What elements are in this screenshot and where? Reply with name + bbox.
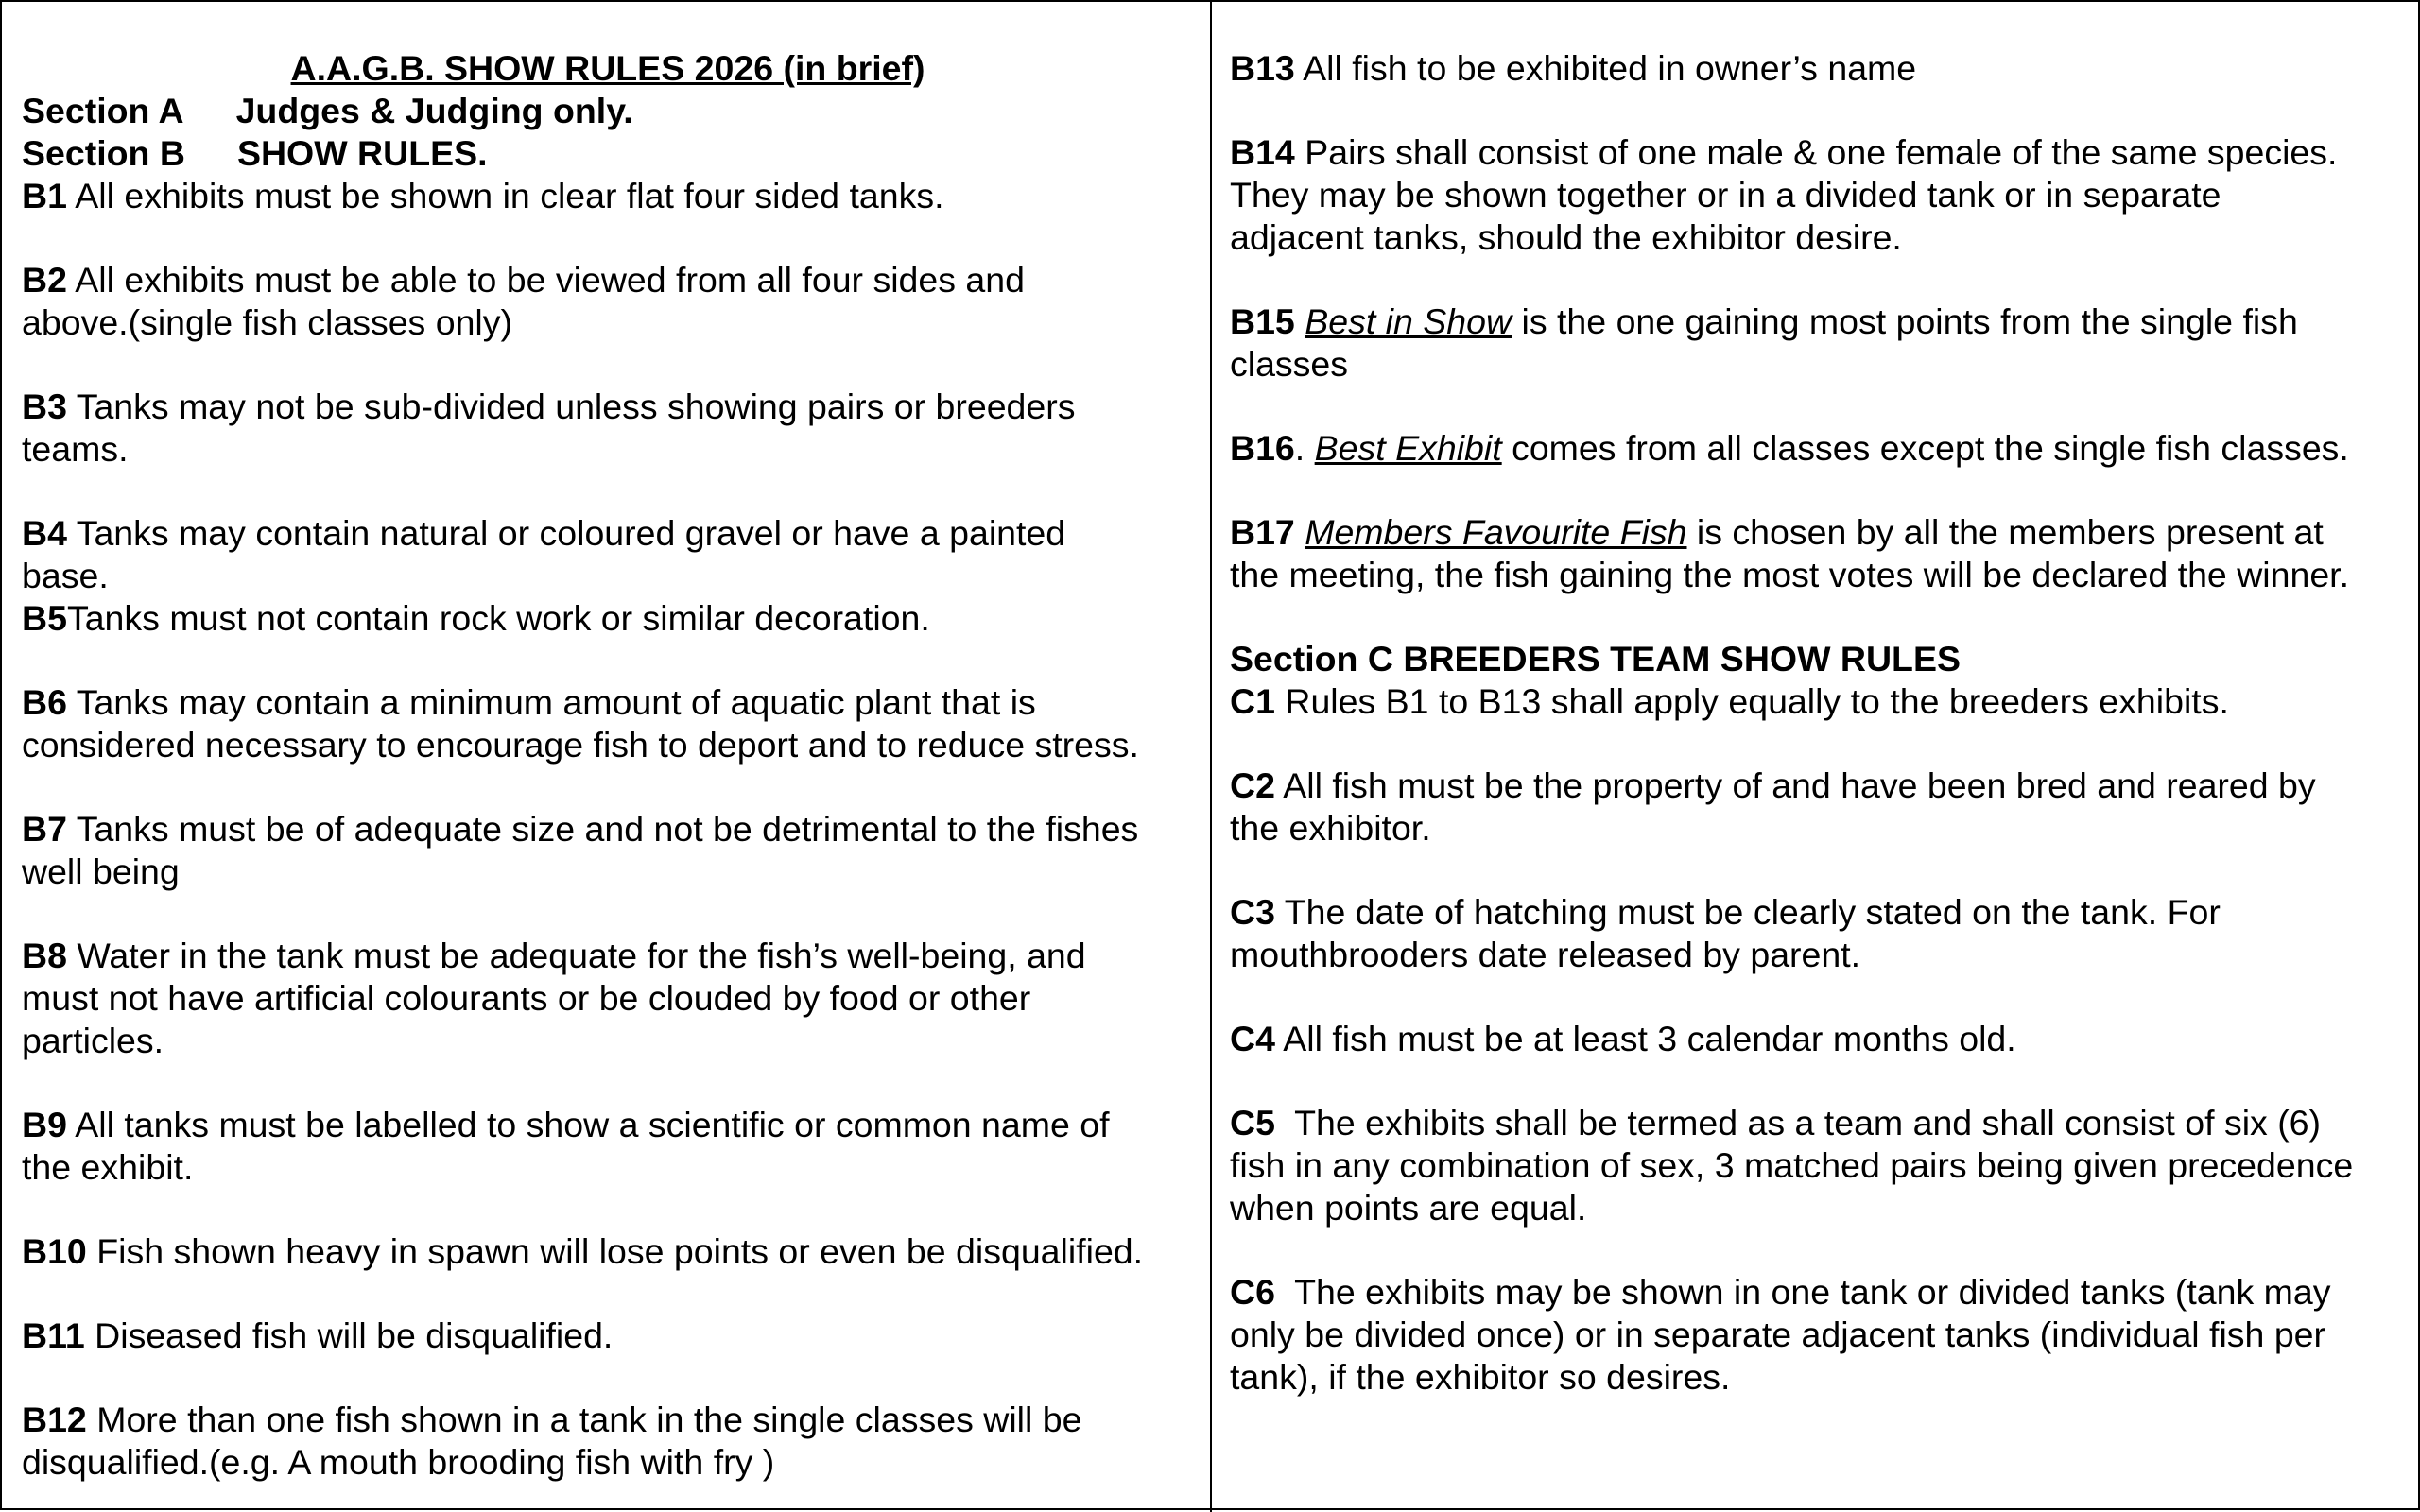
rule-id: C5: [1230, 1103, 1275, 1143]
rule-id: B17: [1230, 512, 1295, 552]
rule-b3-cont: teams.: [22, 429, 129, 469]
rule-c3-cont: mouthbrooders date released by parent.: [1230, 935, 1861, 974]
rule-id: B12: [22, 1400, 87, 1439]
rule-id: B4: [22, 513, 67, 553]
rule-c3: [1230, 891, 2221, 934]
document-title: A.A.G.B. SHOW RULES 2026 (in brief): [290, 48, 925, 88]
rule-c5-cont2: when points are equal.: [1230, 1188, 1587, 1228]
rule-text: Tanks must not contain rock work or similar decoration.: [66, 598, 930, 638]
rule-b1: [22, 175, 944, 217]
rule-c5-cont1: fish in any combination of sex, 3 matched pairs being given precedence: [1230, 1145, 2354, 1185]
rule-id: B1: [22, 176, 67, 215]
rule-dot: .: [1294, 428, 1305, 468]
rule-b14-cont2: adjacent tanks, should the exhibitor desire.: [1230, 217, 1902, 257]
rule-b3: [22, 386, 1076, 428]
rule-b9-cont: the exhibit.: [22, 1147, 194, 1187]
rule-id: B5: [22, 598, 67, 638]
section-b-text: SHOW RULES.: [236, 133, 488, 173]
rule-c6-cont2: tank), if the exhibitor so desires.: [1230, 1357, 1731, 1397]
rule-b10: [22, 1230, 1143, 1273]
rule-text: All tanks must be labelled to show a scientific or common name of: [75, 1105, 1110, 1144]
rule-b8-cont2: particles.: [22, 1021, 164, 1060]
rule-id: B8: [22, 936, 67, 975]
section-b-line: [22, 132, 488, 175]
rule-text: Tanks may contain natural or coloured gravel or have a painted: [76, 513, 1066, 553]
rule-text: is chosen by all the members present at: [1696, 512, 2324, 552]
rule-id: B9: [22, 1105, 67, 1144]
rule-b15-cont: classes: [1230, 344, 1349, 384]
rule-id: B2: [22, 260, 67, 300]
rule-id: C1: [1230, 681, 1275, 721]
rule-id: B15: [1230, 301, 1295, 341]
rule-id: C3: [1230, 892, 1275, 932]
rule-text: Tanks must be of adequate size and not be detrimental to the fishes: [76, 809, 1139, 849]
rule-c6: [1230, 1271, 2331, 1314]
rule-text: Pairs shall consist of one male & one female of the same species.: [1305, 132, 2338, 172]
rule-text: The exhibits shall be termed as a team and shall consist of six (6): [1285, 1103, 2322, 1143]
rule-b15: [1230, 301, 2298, 343]
rule-id: B10: [22, 1231, 87, 1271]
rule-c2-cont: the exhibitor.: [1230, 808, 1431, 848]
rule-b13: [1230, 47, 1916, 90]
rule-text: Tanks may not be sub-divided unless showing pairs or breeders: [76, 387, 1076, 426]
rule-text: All fish to be exhibited in owner’s name: [1303, 48, 1917, 88]
rule-text: is the one gaining most points from the single fish: [1521, 301, 2298, 341]
section-c-heading: Section C BREEDERS TEAM SHOW RULES: [1230, 639, 1961, 679]
rule-b14: [1230, 131, 2337, 174]
rule-b14-cont1: They may be shown together or in a divided tank or in separate: [1230, 175, 2221, 215]
section-a-text: Judges & Judging only.: [235, 91, 633, 130]
rule-text: comes from all classes except the single fish classes.: [1512, 428, 2349, 468]
column-divider: [1210, 2, 1212, 1512]
rule-b6-cont: considered necessary to encourage fish to deport and to reduce stress.: [22, 725, 1139, 765]
rule-text: More than one fish shown in a tank in the single classes will be: [96, 1400, 1082, 1439]
rule-b9: [22, 1104, 1110, 1146]
rule-c4: [1230, 1018, 2016, 1060]
rule-c2: [1230, 765, 2316, 807]
rule-text: The date of hatching must be clearly stated on the tank. For: [1284, 892, 2221, 932]
rule-b7-cont: well being: [22, 851, 180, 891]
rule-id: B6: [22, 682, 67, 722]
rule-id: B16: [1230, 428, 1295, 468]
award-name: Best in Show: [1305, 301, 1512, 341]
rule-b16: [1230, 427, 2349, 470]
rule-text: All exhibits must be shown in clear flat four sided tanks.: [75, 176, 944, 215]
rule-id: C4: [1230, 1019, 1275, 1058]
rule-id: B14: [1230, 132, 1295, 172]
rule-c6-cont1: only be divided once) or in separate adjacent tanks (individual fish per: [1230, 1314, 2326, 1354]
rule-b8: [22, 935, 1086, 977]
rule-id: B11: [22, 1315, 85, 1355]
rule-b6: [22, 681, 1036, 724]
rule-text: Diseased fish will be disqualified.: [95, 1315, 614, 1355]
rule-text: Tanks may contain a minimum amount of aquatic plant that is: [76, 682, 1036, 722]
rule-b7: [22, 808, 1138, 850]
rule-b12: [22, 1399, 1081, 1441]
rule-b5: [22, 597, 930, 640]
rule-text: Water in the tank must be adequate for the fish’s well-being, and: [77, 936, 1086, 975]
rule-c5: [1230, 1102, 2321, 1144]
rule-b8-cont1: must not have artificial colourants or be clouded by food or other: [22, 978, 1031, 1018]
rule-text: The exhibits may be shown in one tank or divided tanks (tank may: [1285, 1272, 2331, 1312]
award-name: Members Favourite Fish: [1305, 512, 1687, 552]
rule-text: All fish must be at least 3 calendar months old.: [1283, 1019, 2016, 1058]
rule-id: C6: [1230, 1272, 1275, 1312]
rule-b12-cont: disqualified.(e.g. A mouth brooding fish with fry ): [22, 1442, 775, 1482]
section-a-label: Section A: [22, 91, 184, 130]
rule-b17-cont: the meeting, the fish gaining the most votes will be declared the winner.: [1230, 555, 2350, 594]
rule-c1: [1230, 680, 2229, 723]
rule-id: B3: [22, 387, 67, 426]
rule-text: Rules B1 to B13 shall apply equally to the breeders exhibits.: [1285, 681, 2229, 721]
rule-id: B13: [1230, 48, 1295, 88]
section-a-line: [22, 90, 633, 132]
rule-b4-cont: base.: [22, 556, 109, 595]
rule-text: All exhibits must be able to be viewed from all four sides and: [75, 260, 1025, 300]
rule-b17: [1230, 511, 2324, 554]
section-b-label: Section B: [22, 133, 185, 173]
rule-b2-cont: above.(single fish classes only): [22, 302, 512, 342]
rule-b4: [22, 512, 1065, 555]
rule-text: Fish shown heavy in spawn will lose points or even be disqualified.: [96, 1231, 1144, 1271]
rule-id: B7: [22, 809, 67, 849]
award-name: Best Exhibit: [1314, 428, 1502, 468]
rule-text: All fish must be the property of and have been bred and reared by: [1283, 765, 2316, 805]
rule-b11: [22, 1314, 613, 1357]
rule-b2: [22, 259, 1025, 301]
rule-id: C2: [1230, 765, 1275, 805]
